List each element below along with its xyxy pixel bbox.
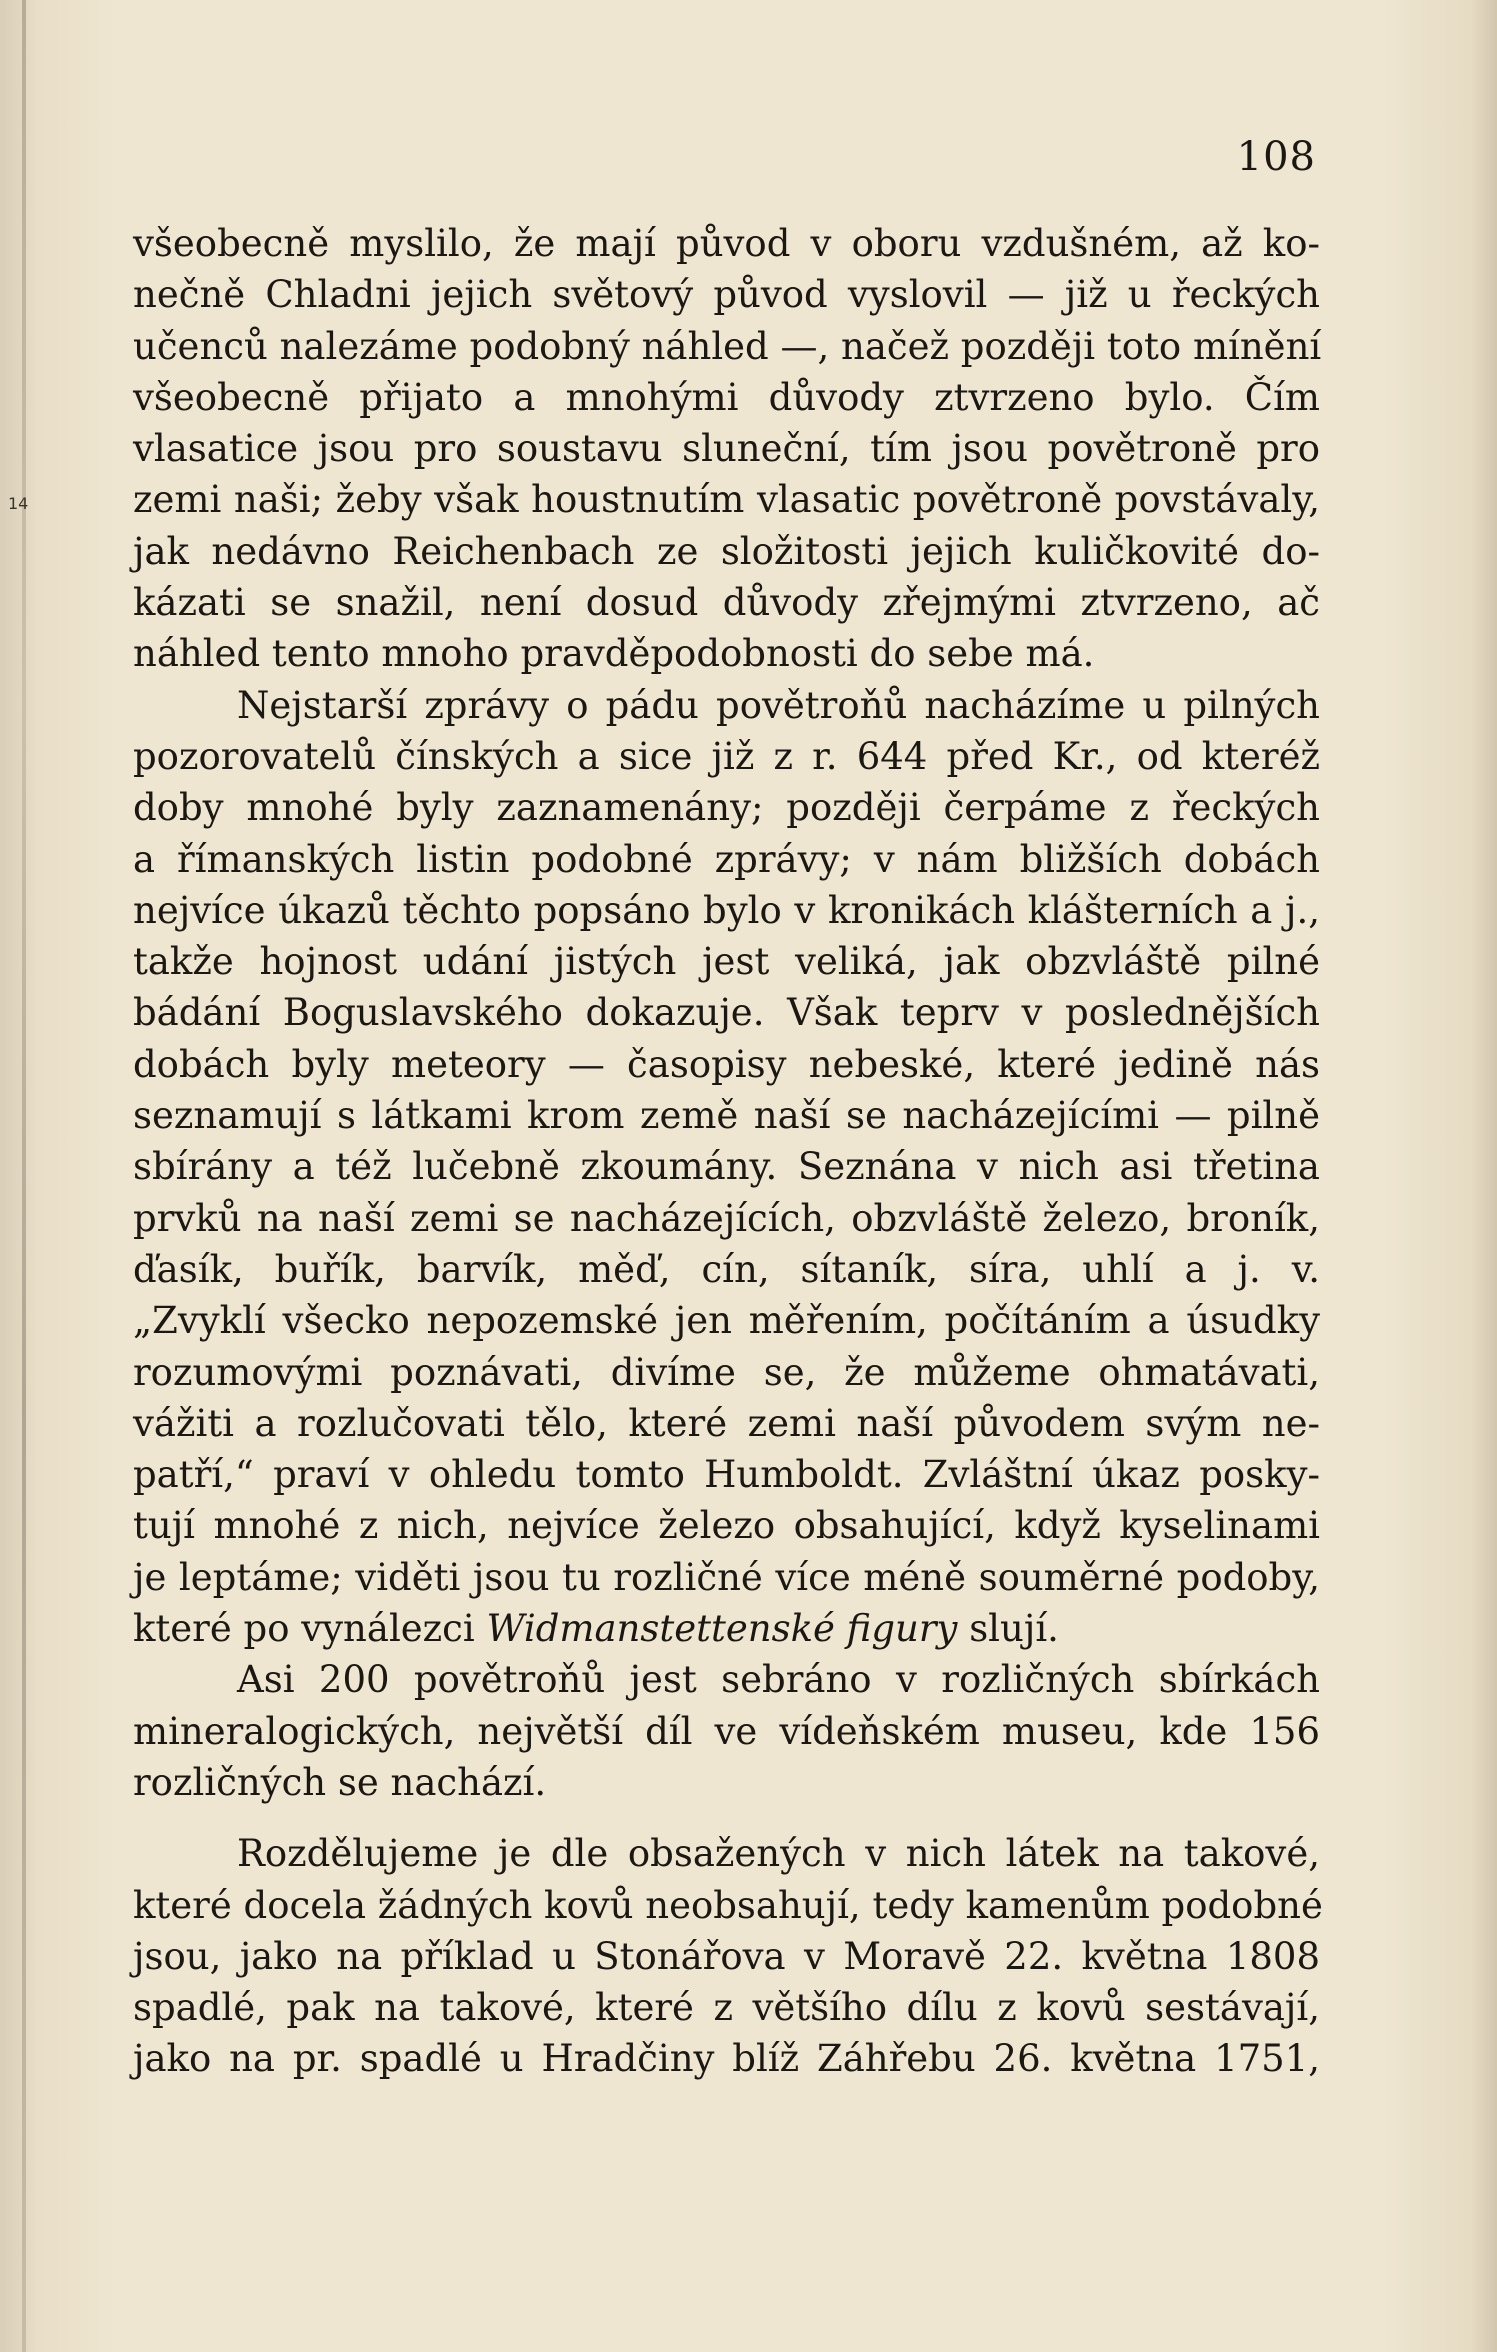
text-line: bádání Boguslavského dokazuje. Však teprv v poslednějších [133,991,1320,1035]
text-run: které po vynálezci [133,1607,487,1651]
text-line: rozličných se nachází. [133,1760,547,1804]
text-line: Rozdělujeme je dle obsažených v nich látek na takové, [237,1832,1320,1876]
text-line: a římanských listin podobné zprávy; v nám bližších dobách [133,837,1320,881]
binding-edge [22,0,26,2352]
text-line: vlasatice jsou pro soustavu sluneční, tím jsou povětroně pro [133,427,1320,471]
text-line: spadlé, pak na takové, které z většího dílu z kovů sestávají, [133,1986,1320,2030]
text-line: rozumovými poznávati, divíme se, že můžeme ohmatávati, [133,1350,1320,1394]
text-line: zemi naši; žeby však houstnutím vlasatic povětroně povstávaly, [133,478,1320,522]
margin-mark: 14 [8,494,29,513]
text-line: nejvíce úkazů těchto popsáno bylo v kronikách klášterních a j., [133,888,1320,932]
text-line: Asi 200 povětroňů jest sebráno v rozličných sbírkách [237,1658,1320,1702]
text-line: jak nedávno Reichenbach ze složitosti jejich kuličkovité do- [133,529,1320,573]
text-line: vážiti a rozlučovati tělo, které zemi naší původem svým ne- [133,1401,1320,1445]
text-line: učenců nalezáme podobný náhled —, načež později toto mínění [133,324,1322,368]
page-number: 108 [1236,134,1316,180]
text-line: seznamují s látkami krom země naší se nacházejícími — pilně [133,1094,1320,1138]
text-line: náhled tento mnoho pravděpodobnosti do sebe má. [133,632,1095,676]
text-line: všeobecně myslilo, že mají původ v oboru vzdušném, až ko- [133,222,1320,265]
text-line: Nejstarší zprávy o pádu povětroňů nacházíme u pilných [237,683,1320,727]
text-line: takže hojnost udání jistých jest veliká, jak obzvláště pilné [133,940,1320,984]
text-line-mixed [133,1603,1320,1654]
text-line: sbírány a též lučebně zkoumány. Seznána v nich asi třetina [133,1145,1320,1189]
text-line: doby mnohé byly zaznamenány; později čerpáme z řeckých [133,786,1320,830]
text-line: kázati se snažil, není dosud důvody zřejmými ztvrzeno, ač [133,581,1320,625]
italic-term: Widmanstettenské figury [486,1607,958,1651]
text-line: nečně Chladni jejich světový původ vyslovil — již u řeckých [133,273,1320,317]
text-line: ďasík, buřík, barvík, měď, cín, sítaník, síra, uhlí a j. v. [133,1247,1320,1291]
body-text [133,218,1323,2085]
text-line: patří,“ praví v ohledu tomto Humboldt. Zvláštní úkaz posky- [133,1453,1320,1497]
text-line: mineralogických, největší díl ve vídeňském museu, kde 156 [133,1709,1320,1753]
text-line: pozorovatelů čínských a sice již z r. 644 před Kr., od kteréž [133,734,1320,778]
text-line: je leptáme; viděti jsou tu rozličné více méně souměrné podoby, [133,1555,1320,1599]
text-line: jsou, jako na příklad u Stonářova v Moravě 22. května 1808 [133,1934,1320,1978]
text-line: dobách byly meteory — časopisy nebeské, které jedině nás [133,1042,1320,1086]
text-line: prvků na naší zemi se nacházejících, obzvláště železo, broník, [133,1196,1320,1240]
text-line: jako na pr. spadlé u Hradčiny blíž Záhřebu 26. května 1751, [133,2037,1320,2081]
text-line: tují mnohé z nich, nejvíce železo obsahující, když kyselinami [133,1504,1320,1548]
text-line: které docela žádných kovů neobsahují, tedy kamenům podobné [133,1883,1323,1927]
text-line: „Zvyklí všecko nepozemské jen měřením, počítáním a úsudky [133,1299,1320,1343]
text-line: všeobecně přijato a mnohými důvody ztvrzeno bylo. Čím [133,375,1320,419]
text-run: slují. [957,1607,1059,1651]
